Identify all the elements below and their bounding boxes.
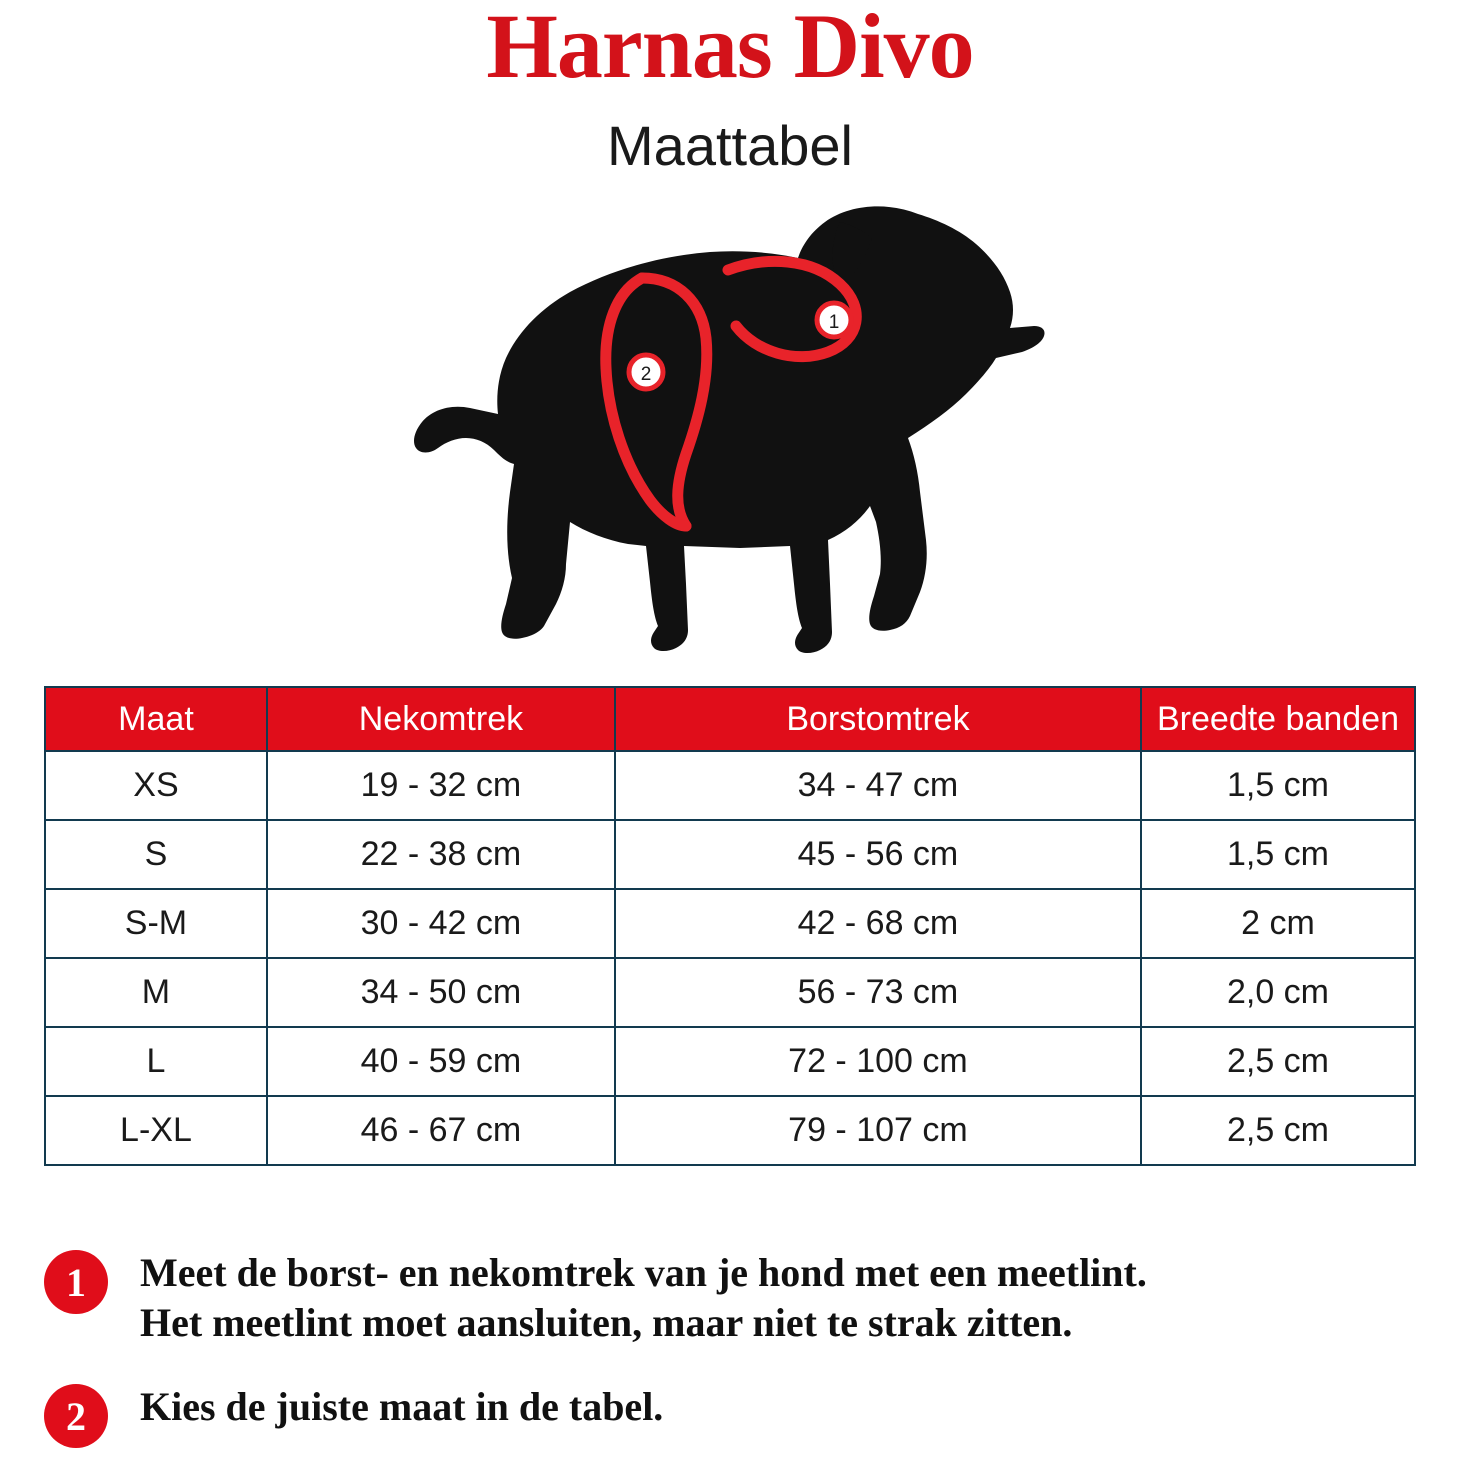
cell-size: S bbox=[45, 820, 267, 889]
step-1-line-2: Het meetlint moet aansluiten, maar niet te strak zitten. bbox=[140, 1300, 1073, 1345]
table-row bbox=[45, 1096, 1415, 1165]
step-1-badge: 1 bbox=[44, 1250, 108, 1314]
step-2-badge: 2 bbox=[44, 1384, 108, 1448]
cell-chest: 56 - 73 cm bbox=[615, 958, 1141, 1027]
cell-chest: 34 - 47 cm bbox=[615, 751, 1141, 820]
column-header-maat: Maat bbox=[45, 687, 267, 751]
cell-neck: 22 - 38 cm bbox=[267, 820, 615, 889]
cell-size: XS bbox=[45, 751, 267, 820]
cell-chest: 72 - 100 cm bbox=[615, 1027, 1141, 1096]
column-header-breedte-banden: Breedte banden bbox=[1141, 687, 1415, 751]
cell-strap-width: 2,5 cm bbox=[1141, 1096, 1415, 1165]
page-subtitle: Maattabel bbox=[607, 114, 853, 177]
cell-size: L bbox=[45, 1027, 267, 1096]
cell-neck: 19 - 32 cm bbox=[267, 751, 615, 820]
step-2-line-1: Kies de juiste maat in de tabel. bbox=[140, 1384, 664, 1429]
dog-illustration bbox=[0, 192, 1460, 662]
page-title: Harnas Divo bbox=[486, 0, 974, 97]
cell-neck: 40 - 59 cm bbox=[267, 1027, 615, 1096]
marker-2-badge bbox=[629, 355, 663, 389]
step-2-text bbox=[140, 1382, 663, 1432]
cell-strap-width: 2 cm bbox=[1141, 889, 1415, 958]
step-1-line-1: Meet de borst- en nekomtrek van je hond met een meetlint. bbox=[140, 1250, 1147, 1295]
cell-chest: 45 - 56 cm bbox=[615, 820, 1141, 889]
table-row bbox=[45, 820, 1415, 889]
step-1-text bbox=[140, 1248, 1147, 1348]
table-header-row bbox=[45, 687, 1415, 751]
size-table bbox=[44, 686, 1416, 1166]
cell-strap-width: 2,0 cm bbox=[1141, 958, 1415, 1027]
cell-neck: 30 - 42 cm bbox=[267, 889, 615, 958]
cell-neck: 46 - 67 cm bbox=[267, 1096, 615, 1165]
cell-size: L-XL bbox=[45, 1096, 267, 1165]
cell-size: S-M bbox=[45, 889, 267, 958]
marker-1-label: 1 bbox=[828, 312, 840, 333]
cell-chest: 79 - 107 cm bbox=[615, 1096, 1141, 1165]
cell-chest: 42 - 68 cm bbox=[615, 889, 1141, 958]
dog-silhouette-svg bbox=[410, 192, 1050, 662]
cell-size: M bbox=[45, 958, 267, 1027]
table-row bbox=[45, 889, 1415, 958]
cell-strap-width: 1,5 cm bbox=[1141, 820, 1415, 889]
instruction-steps bbox=[44, 1248, 1434, 1482]
column-header-nekomtrek: Nekomtrek bbox=[267, 687, 615, 751]
table-row bbox=[45, 751, 1415, 820]
table-row bbox=[45, 1027, 1415, 1096]
table-row bbox=[45, 958, 1415, 1027]
cell-neck: 34 - 50 cm bbox=[267, 958, 615, 1027]
cell-strap-width: 2,5 cm bbox=[1141, 1027, 1415, 1096]
instruction-step-1 bbox=[44, 1248, 1434, 1348]
cell-strap-width: 1,5 cm bbox=[1141, 751, 1415, 820]
instruction-step-2 bbox=[44, 1382, 1434, 1448]
marker-1-badge bbox=[817, 303, 851, 337]
column-header-borstomtrek: Borstomtrek bbox=[615, 687, 1141, 751]
size-table-container bbox=[44, 686, 1416, 1166]
marker-2-label: 2 bbox=[640, 364, 652, 385]
